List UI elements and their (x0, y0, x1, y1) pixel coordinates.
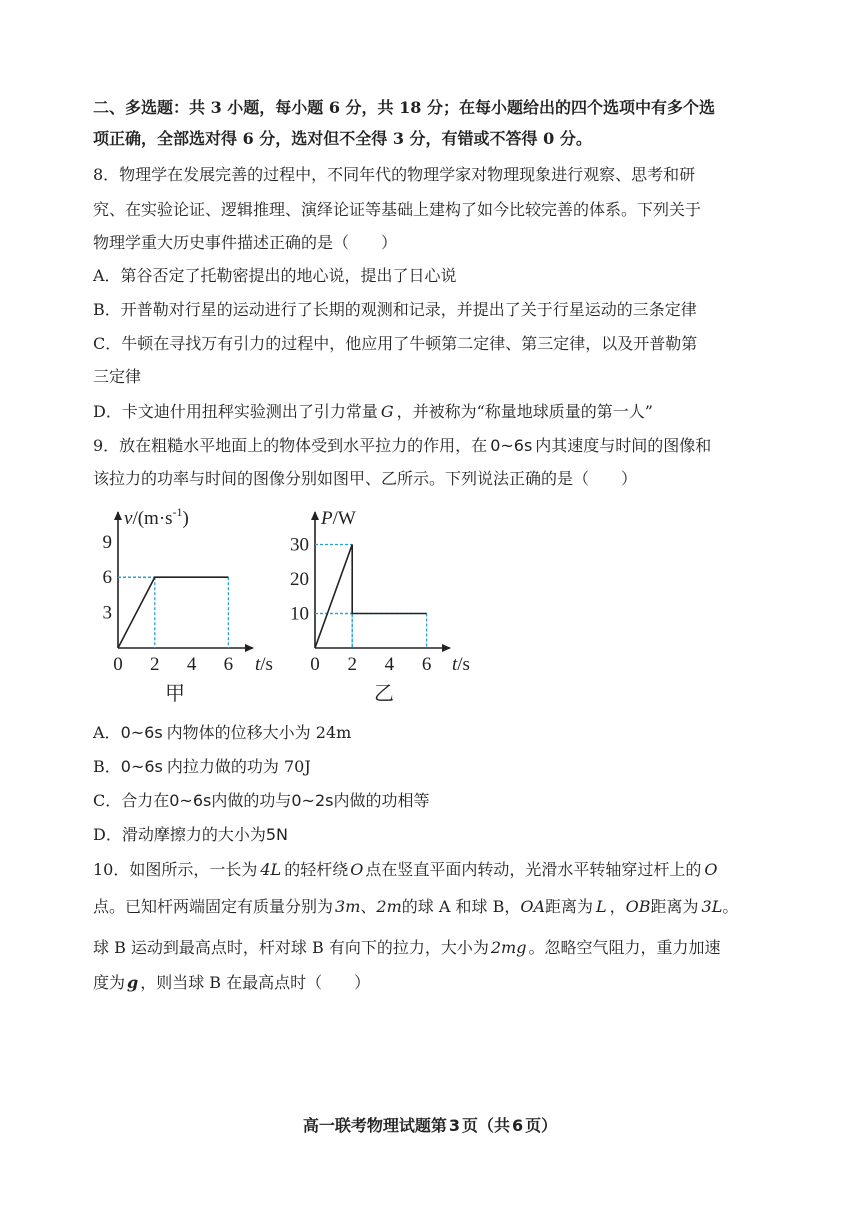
x-tick-label: 4 (384, 654, 395, 675)
y-axis-label: P/W (321, 508, 356, 529)
q10-pivot-o: O (350, 860, 364, 879)
q10-l2-f: 。 (722, 897, 739, 916)
q10-oa-length: L (596, 897, 607, 916)
y-tick-label: 20 (290, 569, 309, 590)
q8-stem-line-1: 8．物理学在发展完善的过程中，不同年代的物理学家对物理现象进行观察、思考和研 (93, 165, 696, 184)
power-time-graph (290, 508, 470, 705)
q10-gravity-symbol: g (127, 973, 139, 992)
velocity-time-graph (103, 505, 273, 705)
q9-option-d-value: 5N (265, 825, 288, 844)
q10-l3-a: 球 B 运动到最高点时，杆对球 B 有向下的拉力，大小为 (93, 938, 489, 957)
q8-option-c-line-2: 三定律 (93, 367, 142, 386)
q8-option-d-text-post: ，并被称为“称量地球质量的第一人” (396, 402, 653, 421)
graph-caption: 甲 (165, 683, 185, 705)
y-tick-label: 6 (102, 567, 112, 589)
q10-ob-label: OB (625, 897, 651, 916)
y-tick-label: 9 (102, 531, 112, 553)
y-axis-label: $v/(m\cdot s^{-1})$ (124, 505, 189, 529)
q9-stem-line-1 (93, 436, 711, 456)
q9-option-d (93, 825, 288, 845)
q9-stem-post: 内其速度与时间的图像和 (535, 436, 712, 455)
q8-option-d-text-pre: D．卡文迪什用扭秤实验测出了引力常量 (93, 402, 378, 421)
q8-option-d (93, 402, 653, 422)
gravitational-constant-symbol: G (380, 402, 394, 421)
q9-option-b-label: B． (93, 757, 121, 776)
q9-option-a-label: A． (93, 723, 121, 742)
series-line (118, 577, 228, 648)
q10-l3-b: 。忽略空气阻力，重力加速 (528, 938, 721, 957)
x-tick-label: 2 (150, 654, 160, 675)
y-tick-label: 30 (290, 534, 309, 556)
page-footer (0, 1116, 860, 1136)
q9-option-c-mid: 内做的功与 (211, 791, 292, 810)
q9-option-a-range: 0~6s (120, 723, 163, 742)
page-number: 3 (448, 1116, 460, 1135)
x-tick-label: 0 (113, 654, 123, 675)
q10-l2-c: 距离为 (545, 897, 594, 916)
q9-option-c-range-1: 0~6s (169, 791, 212, 810)
q9-option-b-range: 0~6s (120, 757, 163, 776)
q10-l1-a: 10．如图所示，一长为 (93, 860, 258, 879)
section-heading-line-2: 项正确，全部选对得 6 分，选对但不全得 3 分，有错或不答得 0 分。 (93, 129, 592, 148)
q10-l1-c: 点在竖直平面内转动，光滑水平转轴穿过杆上的 (365, 860, 702, 879)
q10-stem-line-3 (93, 938, 720, 958)
q10-oa-label: OA (520, 897, 545, 916)
x-tick-label: 4 (186, 654, 197, 675)
q10-pivot-o-2: O (704, 860, 718, 879)
q9-option-b-text: 内拉力做的功为 70J (166, 757, 311, 776)
q10-stem-line-1 (93, 860, 717, 880)
q8-option-b: B．开普勒对行星的运动进行了长期的观测和记录，并提出了关于行星运动的三条定律 (93, 300, 697, 319)
q8-option-c-line-1: C．牛顿在寻找万有引力的过程中，他应用了牛顿第二定律、第三定律，以及开普勒第 (93, 334, 698, 353)
q9-option-d-text: D．滑动摩擦力的大小为 (93, 825, 266, 844)
graph-caption: 乙 (374, 683, 394, 705)
x-tick-label: 6 (421, 654, 432, 675)
q10-l4-a: 度为 (93, 973, 126, 992)
x-tick-label: 0 (310, 654, 320, 675)
footer-post: 页） (525, 1116, 558, 1135)
q9-option-a (93, 723, 351, 743)
x-tick-label: 2 (347, 654, 357, 675)
q9-option-c (93, 791, 430, 811)
q9-stem-line-2: 该拉力的功率与时间的图像分别如图甲、乙所示。下列说法正确的是（ ） (93, 469, 638, 488)
q10-l4-b: ，则当球 B 在最高点时（ ） (140, 973, 371, 992)
x-axis-label: t/s (452, 654, 470, 675)
q10-mass-a: 3m (335, 897, 361, 916)
q8-option-a: A．第谷否定了托勒密提出的地心说，提出了日心说 (93, 266, 457, 285)
q10-mass-b: 2m (376, 897, 402, 916)
q9-stem-pre: 9．放在粗糙水平地面上的物体受到水平拉力的作用，在 (93, 436, 488, 455)
q10-ob-length: 3L (701, 897, 723, 916)
q9-graphs (90, 500, 530, 715)
y-tick-label: 10 (290, 603, 309, 625)
section-heading-line-1: 二、多选题：共 3 小题，每小题 6 分，共 18 分；在每小题给出的四个选项中有多个选 (93, 98, 715, 117)
q10-l2-sep: 、 (360, 897, 377, 916)
total-pages: 6 (512, 1116, 524, 1135)
q10-l2-b: 的球 A 和球 B， (401, 897, 521, 916)
footer-mid: 页（共 (461, 1116, 510, 1135)
q10-l2-a: 点。已知杆两端固定有质量分别为 (93, 897, 334, 916)
q10-l1-b: 的轻杆绕 (284, 860, 349, 879)
q10-tension-value: 2mg (490, 938, 527, 957)
q8-stem-line-2: 究、在实验论证、逻辑推理、演绎论证等基础上建构了如今比较完善的体系。下列关于 (93, 200, 702, 219)
q9-option-c-range-2: 0~2s (291, 791, 334, 810)
q10-stem-line-4 (93, 973, 370, 993)
q10-l2-d: ， (609, 897, 626, 916)
x-tick-label: 6 (223, 654, 234, 675)
q8-stem-line-3: 物理学重大历史事件描述正确的是（ ） (93, 233, 398, 252)
q9-option-c-pre: C．合力在 (93, 791, 170, 810)
q10-rod-length: 4L (260, 860, 282, 879)
x-axis-label: t/s (255, 654, 273, 675)
q9-option-a-text: 内物体的位移大小为 24m (166, 723, 352, 742)
q10-l2-e: 距离为 (650, 897, 699, 916)
q9-option-c-post: 内做的功相等 (333, 791, 430, 810)
q9-option-b (93, 757, 311, 777)
q10-stem-line-2 (93, 897, 738, 917)
series-line (315, 545, 427, 649)
footer-pre: 高一联考物理试题第 (302, 1116, 447, 1135)
y-tick-label: 3 (102, 602, 112, 624)
q9-time-range: 0~6s (490, 436, 533, 455)
